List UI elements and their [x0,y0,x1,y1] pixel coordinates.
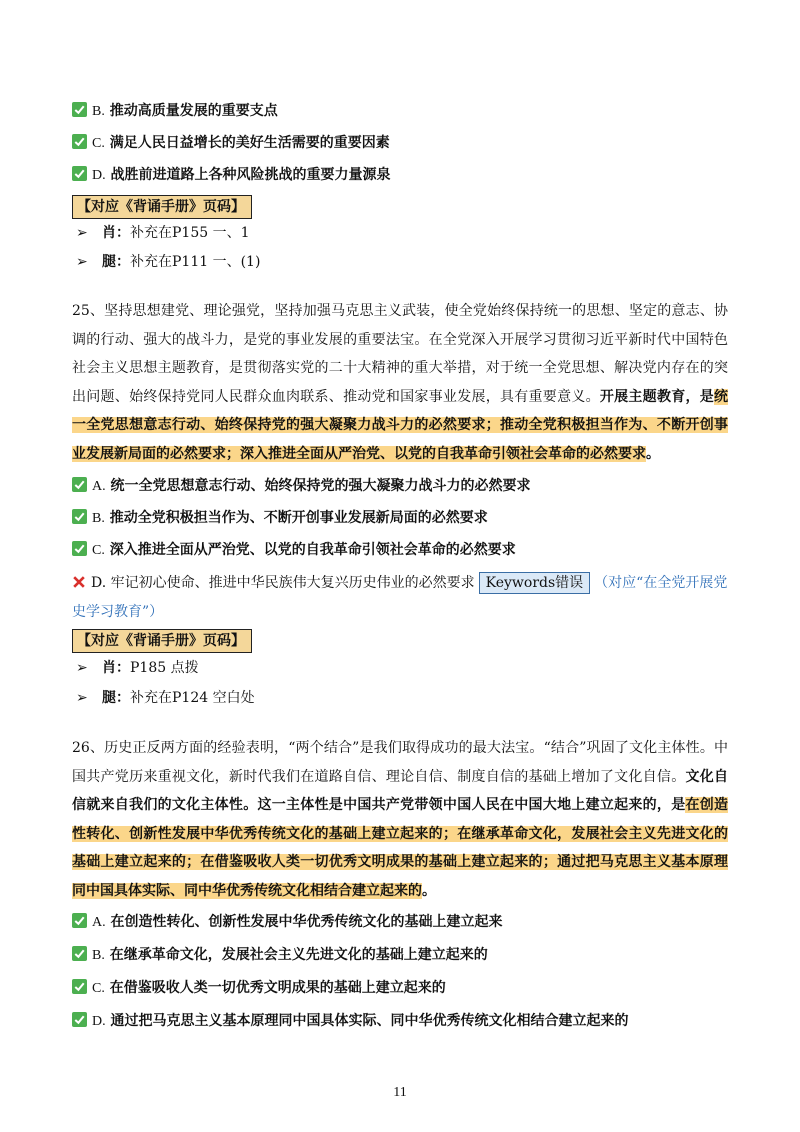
prev-option-d [72,163,391,187]
stem-end: 。 [422,882,436,899]
option-letter: C. [92,136,105,151]
keyword-note: （对应“在全党开展党 [594,575,728,591]
option-text: 深入推进全面从严治党、以党的自我革命引领社会革命的必然要求 [109,542,516,558]
option-letter: D. [91,575,107,591]
stem-highlight: 在借鉴吸收人类一切优秀文明成果的基础上建立起来的 [200,854,543,871]
check-mark-icon [72,1012,87,1027]
option-text: 在借鉴吸收人类一切优秀文明成果的基础上建立起来的 [109,980,446,996]
ref-item-xiao [76,656,199,680]
arrowhead-bullet-icon: ➢ [76,254,88,270]
option-text: 推动高质量发展的重要支点 [109,103,278,119]
stem-text: 26、历史正反两方面的经验表明，“两个结合”是我们取得成功的最大法宝。“结合”巩固了文化主体性。中国共产党历来重视文化，新时代我们在道路自信、理论自信、制度自信的基础上增加了文化自信。 [72,740,728,785]
option-text: 在继承革命文化，发展社会主义先进文化的基础上建立起来的 [109,947,488,963]
option-text: 在创造性转化、创新性发展中华优秀传统文化的基础上建立起来 [110,914,503,930]
prev-option-c [72,131,390,155]
q25-option-c [72,538,516,562]
option-letter: C. [92,981,105,996]
option-letter: D. [92,1014,106,1029]
stem-separator: ； [442,825,457,842]
q25-option-b [72,506,488,530]
keyword-note-continued: 史学习教育”） [72,603,164,620]
stem-highlight: 推动全党积极担当作为、不断开创事业发展新局面的必然要求 [72,417,729,462]
option-letter: A. [92,915,106,930]
option-text: 统一全党思想意志行动、始终保持党的强大凝聚力战斗力的必然要求 [110,478,531,494]
ref-key: 腿： [102,690,130,706]
arrowhead-bullet-icon: ➢ [76,690,88,706]
stem-bold: 开展主题教育，是 [599,388,715,405]
q26-option-a [72,910,503,934]
check-mark-icon [72,979,87,994]
page-number: 11 [393,1085,407,1100]
arrowhead-bullet-icon: ➢ [76,660,88,676]
q25-option-a [72,474,531,498]
check-mark-icon [72,134,87,149]
q25-option-d [72,569,728,626]
stem-separator: ； [186,854,201,871]
stem-end: 。 [646,445,660,462]
stem-text: 25、坚持思想建党、理论强党，坚持加强马克思主义武装，使全党始终保持统一的思想、坚定的意志、协调的行动、强大的战斗力，是党的事业发展的重要法宝。在全党深入开展学习贯彻习近平新时代中国特色社会主义思想主题教育，是贯彻落实党的二十大精神的重大举措，对于统一全党思想、解决党内存在的突出问题、始终保持党同人民群众血肉联系、推动党和国家事业发展，具有重要意义。 [72,303,728,405]
stem-highlight: 通过把马克思主义基本原理同中国具体实际、同中华优秀传统文化相结合建立起来的 [72,854,729,899]
ref-text: 补充在P155 一、1 [130,225,250,241]
stem-separator: ； [542,854,557,871]
q26-option-d [72,1009,629,1033]
check-mark-icon [72,541,87,556]
option-text: 通过把马克思主义基本原理同中国具体实际、同中华优秀传统文化相结合建立起来的 [110,1013,629,1029]
option-letter: A. [92,479,106,494]
check-mark-icon [72,509,87,524]
handbook-ref-label: 【对应《背诵手册》页码】 [72,195,252,219]
keywords-error-badge: Keywords错误 [479,572,591,594]
ref-item-tui [76,250,260,274]
question-26-stem [72,734,728,906]
stem-bold: 文化自信就来自我们的文化主体性。这一主体性是中国共产党带领中国人民在中国大地上建立起来的，是 [72,768,729,814]
option-letter: D. [92,168,106,183]
option-letter: B. [92,511,105,526]
q26-option-b [72,943,488,967]
ref-item-tui [76,686,255,710]
stem-highlight: 在继承革命文化，发展社会主义先进文化的基础上建立起来的 [72,825,729,871]
q26-option-c [72,976,446,1000]
stem-highlight: 深入推进全面从严治党、以党的自我革命引领社会革命的必然要求 [240,445,646,462]
cross-mark-icon [72,575,86,589]
ref-key: 肖： [102,225,130,241]
ref-key: 腿： [102,254,130,270]
prev-option-b [72,99,278,123]
ref-text: P185 点拨 [130,660,199,676]
option-letter: C. [92,543,105,558]
ref-text: 补充在P124 空白处 [130,690,255,706]
question-25-stem [72,297,728,469]
option-text: 战胜前进道路上各种风险挑战的重要力量源泉 [110,167,391,183]
check-mark-icon [72,913,87,928]
stem-separator: ； [485,417,500,434]
handbook-ref-label: 【对应《背诵手册》页码】 [72,629,252,653]
option-letter: B. [92,948,105,963]
check-mark-icon [72,946,87,961]
option-text: 满足人民日益增长的美好生活需要的重要因素 [109,135,390,151]
ref-item-xiao [76,221,250,245]
check-mark-icon [72,477,87,492]
stem-highlight: 在创造性转化、创新性发展中华优秀传统文化的基础上建立起来的 [72,797,729,842]
ref-text: 补充在P111 一、(1) [130,254,261,270]
check-mark-icon [72,166,87,181]
stem-separator: ； [226,445,240,462]
option-text: 牢记初心使命、推进中华民族伟大复兴历史伟业的必然要求 [110,575,475,591]
check-mark-icon [72,102,87,117]
option-text: 推动全党积极担当作为、不断开创事业发展新局面的必然要求 [109,510,488,526]
option-letter: B. [92,104,105,119]
stem-highlight: 统一全党思想意志行动、始终保持党的强大凝聚力战斗力的必然要求 [72,388,729,434]
ref-key: 肖： [102,660,130,676]
arrowhead-bullet-icon: ➢ [76,225,88,241]
